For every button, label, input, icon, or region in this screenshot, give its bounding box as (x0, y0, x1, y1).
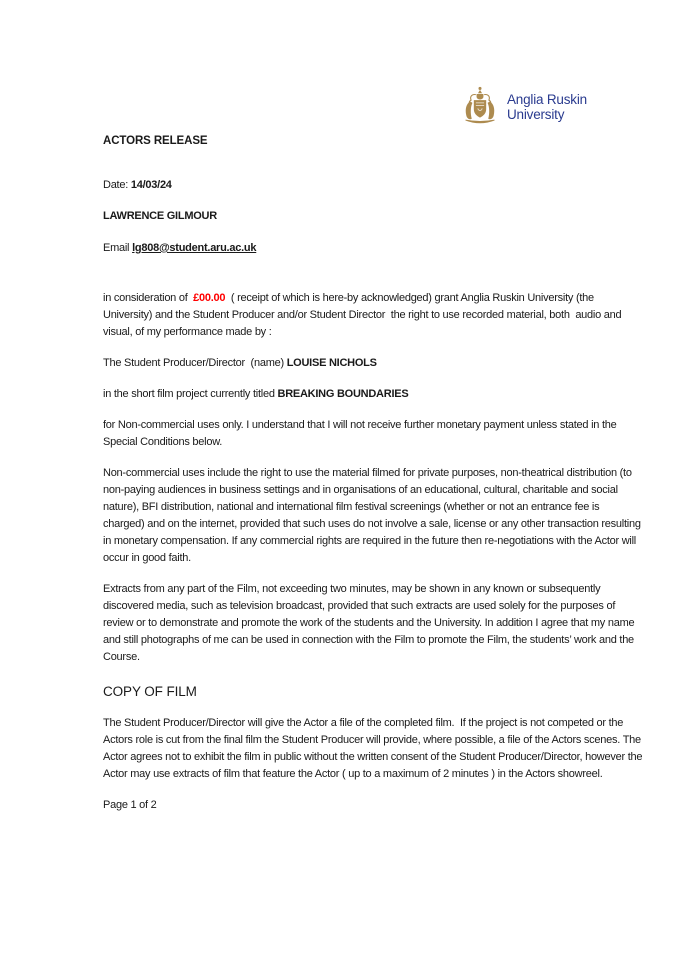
consideration-post: ( receipt of which is here-by acknowledged) grant Anglia Ruskin University (the University) and the Student Producer and/or Student Director the right to use recorded material, both audio and visual, of my performance made by : (103, 292, 625, 338)
university-crest-icon (458, 84, 502, 130)
non-commercial-intro-paragraph: for Non-commercial uses only. I understand that I will not receive further monetary payment unless stated in the Special Conditions below. (103, 419, 620, 448)
date-label: Date: (103, 179, 131, 191)
date-field (103, 177, 643, 194)
university-name-line2: University (507, 107, 565, 122)
consideration-pre: in consideration of (103, 292, 194, 304)
extracts-paragraph: Extracts from any part of the Film, not exceeding two minutes, may be shown in any known or subsequently discovered media, such as television broadcast, provided that such extracts are used solely for the purposes of review or to demonstrate and promote the work of the students and the University. In addition I agree that my name and still photographs of me can be used in connection with the Film to promote the Film, the students’ work and the Course. (103, 583, 638, 663)
email-field (103, 240, 643, 257)
document-title: ACTORS RELEASE (103, 135, 208, 147)
consideration-paragraph (103, 290, 643, 341)
film-title: BREAKING BOUNDARIES (277, 388, 409, 400)
university-name-line1: Anglia Ruskin (507, 92, 587, 107)
date-value: 14/03/24 (130, 179, 172, 191)
film-title-label: in the short film project currently titled (103, 388, 278, 400)
copy-of-film-paragraph: The Student Producer/Director will give the Actor a file of the completed film. If the project is not competed or the Actors role is cut from the final film the Student Producer will provide, where possible, a file of the Actors scenes. The Actor agrees not to exhibit the film in public without the written consent of the Student Producer/Director, however the Actor may use extracts of film that feature the Actor ( up to a maximum of 2 minutes ) in the Actors showreel. (103, 717, 645, 780)
producer-label: The Student Producer/Director (name) (103, 357, 287, 369)
actor-name: LAWRENCE GILMOUR (103, 210, 217, 222)
film-title-line (103, 386, 643, 403)
email-label: Email (103, 242, 133, 254)
copy-of-film-heading: COPY OF FILM (103, 684, 197, 699)
non-commercial-detail-paragraph: Non-commercial uses include the right to use the material filmed for private purposes, non-theatrical distribution (to non-paying audiences in business settings and in organisations of an educational, cultural, charitable and social nature), BFI distribution, national and international film festival screenings (whether or not an entrance fee is charged) and on the internet, provided that such uses do not involve a sale, license or any other transaction resulting in monetary compensation. If any commercial rights are required in the future then re-negotiations with the Actor will occur in good faith. (103, 467, 644, 564)
university-logo (458, 84, 587, 130)
university-name (507, 92, 587, 122)
producer-line (103, 355, 643, 372)
fee-amount: £00.00 (193, 292, 226, 304)
page-number: Page 1 of 2 (103, 799, 157, 811)
producer-name: LOUISE NICHOLS (286, 357, 377, 369)
email-value: lg808@student.aru.ac.uk (132, 242, 257, 254)
